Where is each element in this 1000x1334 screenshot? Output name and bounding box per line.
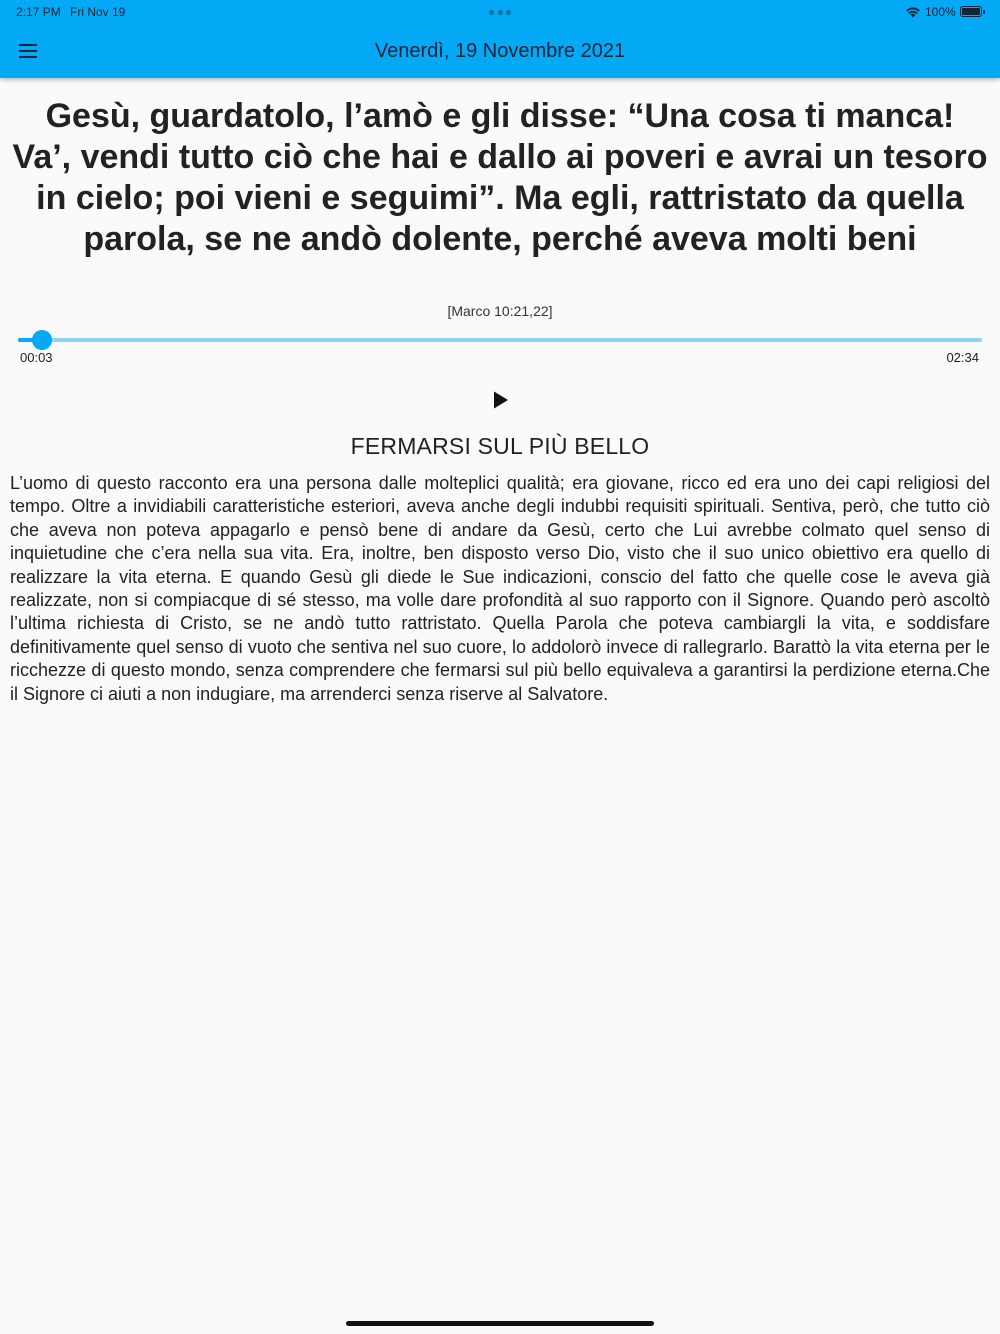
slider-thumb[interactable]	[32, 330, 52, 350]
page-title: Venerdì, 19 Novembre 2021	[374, 40, 626, 62]
verse-text: Gesù, guardatolo, l’amò e gli disse: “Una cosa ti manca! Va’, vendi tutto ciò che hai e dallo ai poveri e avrai un tesoro in cielo; poi vieni e seguimi”. Ma egli, rattristato da quella parola, se ne andò dolente, perché aveva molti beni	[12, 97, 988, 258]
wifi-icon	[905, 5, 921, 18]
status-bar	[0, 0, 1000, 24]
status-time: 2:17 PM	[16, 5, 61, 19]
devotional-title: FERMARSI SUL PIÙ BELLO	[350, 433, 650, 459]
slider-track	[18, 338, 982, 342]
battery-percentage: 100%	[925, 5, 956, 19]
verse-reference: [Marco 10:21,22]	[447, 303, 553, 319]
audio-progress-slider[interactable]	[18, 328, 982, 352]
current-time: 00:03	[20, 350, 53, 365]
devotional-body: L’uomo di questo racconto era una persona dalle molteplici qualità; era giovane, ricco ed era uno dei capi religiosi del tempo. Oltre a invidiabili caratteristiche esteriori, aveva anche degli indubbi requisiti spirituali. Sentiva, però, che tutto ciò che aveva non poteva appagarlo e pensò bene di andare da Gesù, certo che Lui avrebbe colmato quel senso di inquietudine che c’era nella sua vita. Era, inoltre, ben disposto verso Dio, visto che il suo unico obiettivo era quello di realizzare la vita eterna. E quando Gesù gli diede le Sue indicazioni, conscio del fatto che quelle cose le aveva già realizzate, non si compiacque di sé stesso, ma volle dare profondità al suo rapporto con il Signore. Quando però ascoltò l’ultima richiesta di Cristo, se ne andò tutto rattristato. Quella Parola che poteva cambiargli la vita, e soddisfare definitivamente quel senso di vuoto che sentiva nel suo cuore, lo addolorò invece di rallegrarlo. Barattò la vita eterna per le ricchezze di questo mondo, senza comprendere che fermarsi sul più bello equivaleva a garantirsi la perdizione eterna.Che il Signore ci aiuti a non indugiare, ma arrenderci senza riserve al Salvatore.	[10, 473, 990, 704]
battery-icon	[960, 6, 982, 17]
app-bar	[0, 0, 1000, 78]
home-indicator[interactable]	[346, 1321, 654, 1326]
play-icon	[493, 391, 509, 409]
multitasking-dots-icon[interactable]	[489, 10, 511, 14]
total-time: 02:34	[946, 350, 979, 365]
play-button[interactable]	[488, 386, 514, 414]
status-date: Fri Nov 19	[70, 5, 126, 19]
